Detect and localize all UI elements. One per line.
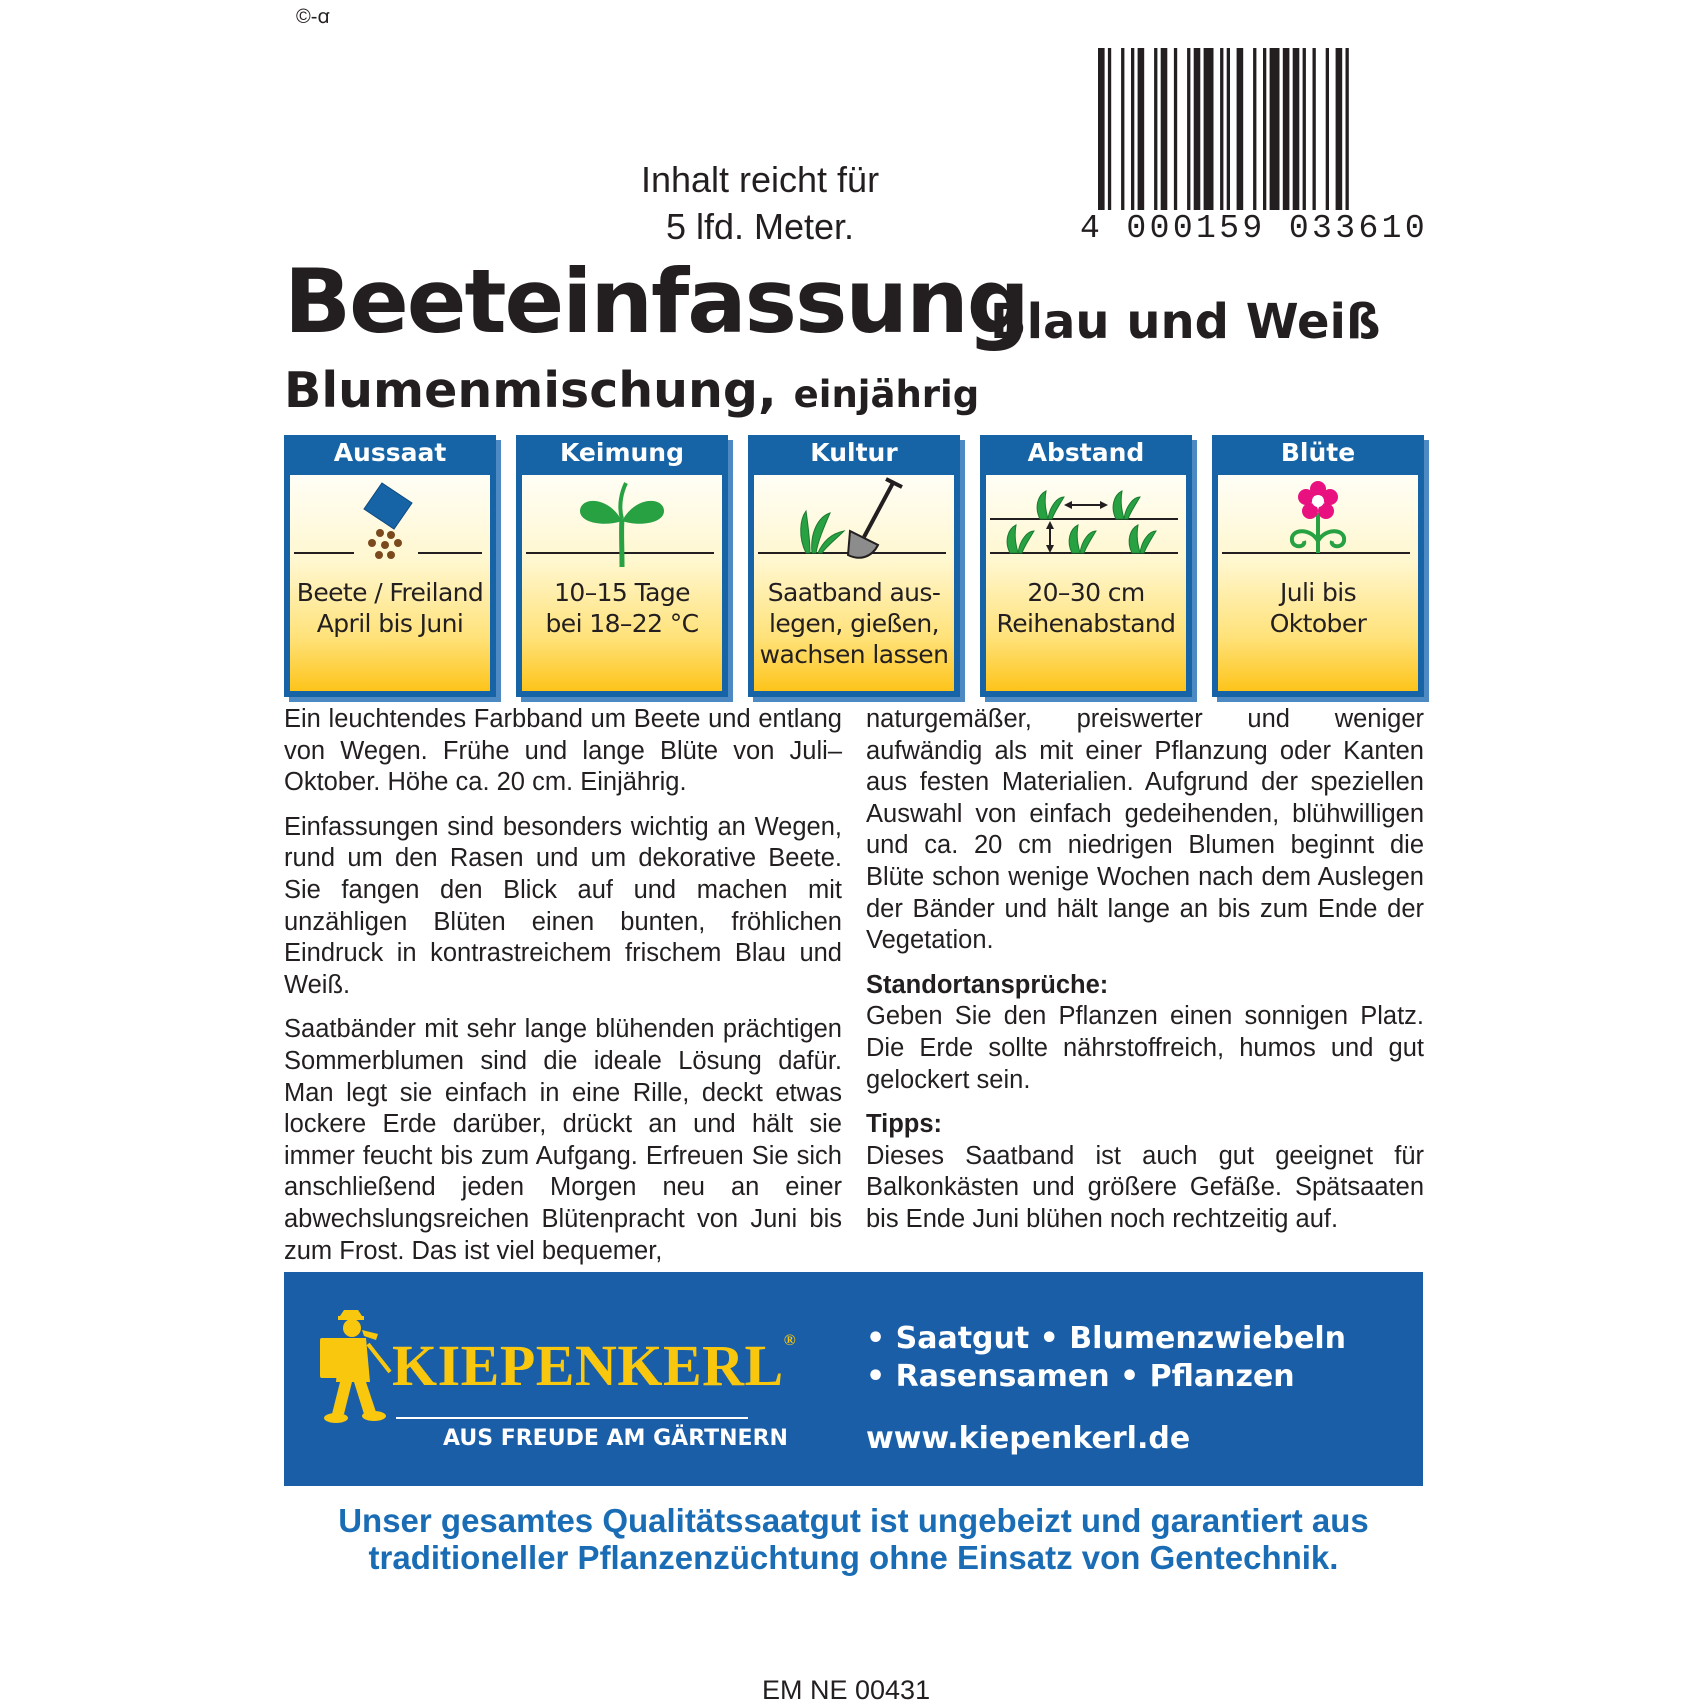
card-text: 10–15 Tage bei 18–22 °C [545,578,699,638]
guarantee-line2: traditioneller Pflanzenzüchtung ohne Einsatz von Gentechnik. [368,1539,1339,1576]
kiepenkerl-mascot-logo [318,1308,392,1426]
seedling-icon [522,475,722,575]
card-text: Beete / Freiland April bis Juni [296,578,484,638]
registered-mark: ® [783,1332,797,1349]
edging-paragraph: Einfassungen sind besonders wichtig an Wegen, rund um den Rasen und um dekorative Beete. Sie fangen den Blick auf und machen mit unzähligen Blüten einen bunten, fröhlichen Eindruck in kontrastreichem frischem Blau und Weiß. [284,812,842,999]
card-keimung [516,435,728,697]
card-text: Saatband aus- legen, gießen, wachsen lassen [759,578,949,669]
quality-guarantee [284,1502,1423,1576]
card-title: Abstand [1027,438,1145,467]
seed-packet-icon [290,475,490,575]
card-bluete [1212,435,1424,697]
card-aussaat [284,435,496,697]
plant-shovel-icon [754,475,954,575]
continuation-paragraph: naturgemäßer, preiswerter und weniger aufwändig als mit einer Pflanzung oder Kanten aus festen Materialien. Aufgrund der speziellen Auswahl von einfach gedeihenden, blühwilligen und ca. 20 cm niedrigen Blumen beginnt die Blüte schon wenige Wochen nach dem Auslegen der Bänder und hält lange an bis zum Ende der Vegetation. [866,705,1424,955]
barcode-digits: 4 000159 033610 [1080,210,1429,247]
seed-tape-paragraph: Saatbänder mit sehr lange blühenden prächtigen Sommerblumen sind die ideale Lösung dafür. Man legt sie einfach in eine Rille, deckt etwas lockere Erde darüber, drückt an und hält sie immer feucht bis zum Aufgang. Erfreuen Sie sich anschließend jeden Morgen neu an einer abwechslungsreichen Blütenpracht von Juni bis zum Frost. Das ist viel bequemer, [284,1015,842,1265]
guarantee-line1: Unser gesamtes Qualitätssaatgut ist ungebeizt und garantiert aus [338,1502,1369,1539]
subtitle-main: Blumenmischung, [284,362,777,419]
title-variety: Blau und Weiß [990,294,1381,350]
location-heading: Standortansprüche: [866,970,1109,999]
flower-icon [1218,475,1418,575]
content-note [600,156,920,250]
plant-spacing-icon [986,475,1186,575]
content-note-line2: 5 lfd. Meter. [665,206,855,247]
description-right-column [866,704,1424,1249]
website-link[interactable]: www.kiepenkerl.de [866,1421,1191,1456]
page-title: Beeteinfassung [284,250,1028,353]
card-text: 20–30 cm Reihenabstand [996,578,1176,638]
card-text: Juli bis Oktober [1269,578,1367,638]
card-title: Keimung [560,438,684,467]
logo-divider [396,1417,748,1419]
subtitle-small: einjährig [793,373,980,416]
subtitle [284,360,979,426]
card-title: Kultur [810,438,898,467]
tips-heading: Tipps: [866,1110,943,1139]
tips-paragraph: Dieses Saatband ist auch gut geeignet für Balkonkästen und größere Gefäße. Spätsaaten bis Ende Juni blühen noch rechtzeitig auf. [866,1141,1424,1233]
card-kultur [748,435,960,697]
card-abstand [980,435,1192,697]
intro-paragraph: Ein leuchtendes Farbband um Beete und entlang von Wegen. Frühe und lange Blüte von Juli–Oktober. Höhe ca. 20 cm. Einjährig. [284,705,842,797]
product-list [866,1320,1346,1396]
product-list-line2: • Rasensamen • Pflanzen [866,1359,1295,1394]
location-paragraph: Geben Sie den Pflanzen einen sonnigen Platz. Die Erde sollte nährstoffreich, humos und gut gelockert sein. [866,1002,1424,1094]
copyright-mark: ©-ꭤ [296,6,330,28]
product-list-line1: • Saatgut • Blumenzwiebeln [866,1321,1347,1356]
brand-slogan: AUS FREUDE AM GÄRTNERN [443,1426,788,1451]
em-code: EM NE 00431 [762,1675,931,1705]
card-title: Blüte [1280,438,1356,467]
content-note-line1: Inhalt reicht für [640,159,880,200]
brand-logo: KIEPENKERL® [392,1332,797,1398]
card-title: Aussaat [333,438,447,467]
description-left-column [284,704,842,1280]
